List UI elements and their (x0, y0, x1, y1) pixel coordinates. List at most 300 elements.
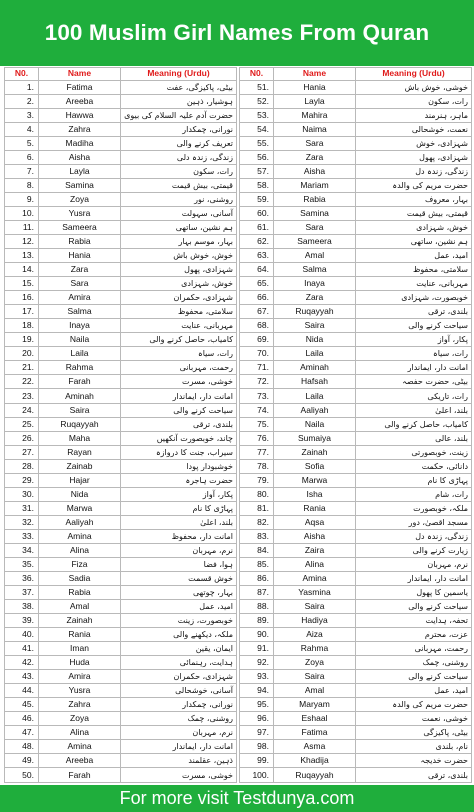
row-meaning: قیمتی، بیش قیمت (356, 207, 472, 221)
row-meaning: چاند، خوبصورت آنکھیں (121, 431, 237, 445)
row-number: 26. (5, 431, 39, 445)
row-meaning: رات، سیاہ (121, 347, 237, 361)
row-name: Alina (274, 557, 356, 571)
table-row (240, 179, 472, 193)
row-meaning: عزت، محترم (356, 628, 472, 642)
row-number: 99. (240, 754, 274, 768)
table-row (240, 122, 472, 136)
row-name: Zahra (39, 122, 121, 136)
header-meaning: Meaning (Urdu) (356, 68, 472, 81)
row-meaning: امید، عمل (121, 599, 237, 613)
row-number: 31. (5, 501, 39, 515)
row-name: Saira (274, 599, 356, 613)
row-meaning: ہم نشین، ساتھی (356, 235, 472, 249)
row-name: Sadia (39, 571, 121, 585)
row-number: 44. (5, 684, 39, 698)
row-name: Ruqayyah (274, 768, 356, 783)
table-row (5, 361, 237, 375)
row-name: Sara (39, 277, 121, 291)
row-number: 22. (5, 375, 39, 389)
row-name: Aisha (39, 150, 121, 164)
row-number: 60. (240, 207, 274, 221)
row-name: Ruqayyah (274, 305, 356, 319)
row-number: 79. (240, 473, 274, 487)
row-meaning: سیاحت کرنے والی (356, 599, 472, 613)
table-row (240, 642, 472, 656)
row-name: Zahra (39, 698, 121, 712)
table-row (5, 431, 237, 445)
row-meaning: بلندی، ترقی (121, 417, 237, 431)
row-number: 11. (5, 221, 39, 235)
row-number: 74. (240, 403, 274, 417)
row-number: 95. (240, 698, 274, 712)
table-row (240, 291, 472, 305)
row-meaning: کامیاب، حاصل کرنے والی (121, 333, 237, 347)
table-row (240, 249, 472, 263)
row-meaning: شہزادی، خوش (356, 136, 472, 150)
row-name: Laila (274, 347, 356, 361)
header-name: Name (39, 68, 121, 81)
table-row (5, 164, 237, 178)
row-name: Mariam (274, 179, 356, 193)
table-row (5, 221, 237, 235)
table-row (5, 263, 237, 277)
row-meaning: سلامتی، محفوظ (356, 263, 472, 277)
row-meaning: خوشبودار پودا (121, 459, 237, 473)
row-number: 41. (5, 642, 39, 656)
row-name: Salma (274, 263, 356, 277)
row-number: 72. (240, 375, 274, 389)
row-meaning: خوش، شہزادی (356, 221, 472, 235)
row-number: 12. (5, 235, 39, 249)
row-name: Laila (274, 389, 356, 403)
row-number: 65. (240, 277, 274, 291)
row-name: Marwa (274, 473, 356, 487)
table-row (240, 557, 472, 571)
row-name: Fiza (39, 557, 121, 571)
table-row (240, 515, 472, 529)
table-row (5, 740, 237, 754)
row-meaning: بہار، معروف (356, 193, 472, 207)
table-row (240, 599, 472, 613)
row-name: Alina (39, 543, 121, 557)
row-number: 67. (240, 305, 274, 319)
table-row (240, 754, 472, 768)
row-number: 86. (240, 571, 274, 585)
row-number: 91. (240, 642, 274, 656)
row-name: Amal (274, 249, 356, 263)
row-meaning: خوش، خوش باش (121, 249, 237, 263)
row-meaning: تحفہ، ہدایت (356, 613, 472, 627)
row-name: Fatima (39, 80, 121, 94)
row-number: 93. (240, 670, 274, 684)
row-name: Zainab (39, 459, 121, 473)
row-name: Aisha (274, 164, 356, 178)
row-name: Amal (274, 684, 356, 698)
row-name: Hania (39, 249, 121, 263)
row-number: 85. (240, 557, 274, 571)
table-header-row (240, 68, 472, 81)
row-name: Laila (39, 347, 121, 361)
row-name: Amira (39, 670, 121, 684)
row-name: Eshaal (274, 712, 356, 726)
table-row (240, 543, 472, 557)
table-body-right (240, 80, 472, 782)
row-meaning: خوشی، نعمت (356, 712, 472, 726)
row-number: 80. (240, 487, 274, 501)
table-row (240, 670, 472, 684)
table-row (5, 150, 237, 164)
row-number: 3. (5, 108, 39, 122)
table-row (5, 684, 237, 698)
row-meaning: ہم نشین، ساتھی (121, 221, 237, 235)
row-number: 53. (240, 108, 274, 122)
row-name: Zoya (39, 193, 121, 207)
row-number: 55. (240, 136, 274, 150)
row-number: 27. (5, 445, 39, 459)
row-meaning: شہزادی، پھول (356, 150, 472, 164)
table-row (5, 571, 237, 585)
row-meaning: سیاحت کرنے والی (121, 403, 237, 417)
row-name: Alina (39, 726, 121, 740)
table-row (5, 80, 237, 94)
row-name: Amina (39, 529, 121, 543)
row-name: Aisha (274, 529, 356, 543)
row-name: Hania (274, 80, 356, 94)
row-number: 28. (5, 459, 39, 473)
row-meaning: ماہر، ہنرمند (356, 108, 472, 122)
row-meaning: شہزادی، پھول (121, 263, 237, 277)
row-name: Inaya (39, 319, 121, 333)
table-row (5, 122, 237, 136)
row-name: Mahira (274, 108, 356, 122)
row-number: 43. (5, 670, 39, 684)
row-meaning: حضرت مریم کی والدہ (356, 179, 472, 193)
row-name: Layla (39, 164, 121, 178)
row-name: Inaya (274, 277, 356, 291)
row-number: 35. (5, 557, 39, 571)
row-number: 32. (5, 515, 39, 529)
row-meaning: مسجد اقصیٰ، دور (356, 515, 472, 529)
table-row (240, 684, 472, 698)
row-name: Zainah (39, 613, 121, 627)
table-row (240, 375, 472, 389)
table-row (5, 670, 237, 684)
row-meaning: مہربانی، عنایت (356, 277, 472, 291)
row-meaning: قیمتی، بیش قیمت (121, 179, 237, 193)
table-row (5, 249, 237, 263)
table-row (240, 459, 472, 473)
row-name: Sara (274, 221, 356, 235)
table-row (240, 613, 472, 627)
row-meaning: نام، بلندی (356, 740, 472, 754)
row-name: Areeba (39, 754, 121, 768)
row-name: Ruqayyah (39, 417, 121, 431)
row-name: Samina (39, 179, 121, 193)
row-number: 50. (5, 768, 39, 783)
row-name: Saira (274, 670, 356, 684)
row-meaning: روشنی، چمک (356, 656, 472, 670)
row-meaning: حضرت آدم علیہ السلام کی بیوی (121, 108, 237, 122)
row-name: Zara (274, 291, 356, 305)
row-name: Sameera (39, 221, 121, 235)
row-meaning: خوبصورت، زینت (121, 613, 237, 627)
row-number: 76. (240, 431, 274, 445)
table-row (5, 557, 237, 571)
table-row (240, 501, 472, 515)
row-meaning: نورانی، چمکدار (121, 122, 237, 136)
row-meaning: رات، سکون (121, 164, 237, 178)
row-number: 14. (5, 263, 39, 277)
row-number: 45. (5, 698, 39, 712)
row-number: 90. (240, 628, 274, 642)
row-name: Rania (274, 501, 356, 515)
names-table-left (4, 67, 237, 783)
table-row (5, 305, 237, 319)
row-meaning: خوش، شہزادی (121, 277, 237, 291)
row-name: Hafsah (274, 375, 356, 389)
row-number: 49. (5, 754, 39, 768)
row-name: Zara (39, 263, 121, 277)
row-number: 77. (240, 445, 274, 459)
table-row (5, 136, 237, 150)
row-number: 64. (240, 263, 274, 277)
row-name: Huda (39, 656, 121, 670)
table-row (5, 599, 237, 613)
row-number: 16. (5, 291, 39, 305)
row-number: 34. (5, 543, 39, 557)
header-meaning: Meaning (Urdu) (121, 68, 237, 81)
row-name: Saira (39, 403, 121, 417)
row-name: Aiza (274, 628, 356, 642)
table-row (5, 108, 237, 122)
row-number: 10. (5, 207, 39, 221)
row-meaning: امید، عمل (356, 249, 472, 263)
row-meaning: زندگی، زندہ دل (356, 164, 472, 178)
row-number: 46. (5, 712, 39, 726)
row-number: 89. (240, 613, 274, 627)
row-meaning: خوشی، مسرت (121, 768, 237, 783)
row-name: Zainah (274, 445, 356, 459)
table-row (5, 613, 237, 627)
row-name: Rabia (39, 585, 121, 599)
row-number: 6. (5, 150, 39, 164)
row-number: 63. (240, 249, 274, 263)
row-name: Zoya (39, 712, 121, 726)
row-number: 56. (240, 150, 274, 164)
row-number: 58. (240, 179, 274, 193)
table-row (5, 375, 237, 389)
row-number: 98. (240, 740, 274, 754)
row-name: Hadiya (274, 613, 356, 627)
table-row (240, 571, 472, 585)
row-name: Aqsa (274, 515, 356, 529)
row-meaning: زندگی، زندہ دلی (121, 150, 237, 164)
row-name: Rahma (274, 642, 356, 656)
row-meaning: بلند، اعلیٰ (121, 515, 237, 529)
row-name: Sara (274, 136, 356, 150)
row-meaning: سیاحت کرنے والی (356, 319, 472, 333)
row-number: 2. (5, 94, 39, 108)
names-table-right (239, 67, 472, 783)
table-row (240, 277, 472, 291)
row-number: 24. (5, 403, 39, 417)
row-name: Hajar (39, 473, 121, 487)
table-header-row (5, 68, 237, 81)
table-row (5, 179, 237, 193)
row-number: 25. (5, 417, 39, 431)
row-name: Zaira (274, 543, 356, 557)
row-number: 7. (5, 164, 39, 178)
table-row (5, 94, 237, 108)
row-number: 19. (5, 333, 39, 347)
row-meaning: ملکہ، دیکھنے والی (121, 628, 237, 642)
row-name: Amina (274, 571, 356, 585)
row-name: Amira (39, 291, 121, 305)
row-meaning: بلندی، ترقی (356, 305, 472, 319)
table-row (240, 487, 472, 501)
row-number: 9. (5, 193, 39, 207)
row-meaning: پہاڑی کا نام (121, 501, 237, 515)
row-number: 47. (5, 726, 39, 740)
table-row (240, 698, 472, 712)
row-name: Nida (274, 333, 356, 347)
row-number: 54. (240, 122, 274, 136)
row-meaning: بیٹی، حضرت حفصہ (356, 375, 472, 389)
row-name: Naila (39, 333, 121, 347)
table-row (240, 207, 472, 221)
row-name: Rabia (39, 235, 121, 249)
row-number: 75. (240, 417, 274, 431)
row-meaning: ذہین، عقلمند (121, 754, 237, 768)
row-meaning: زیارت کرنے والی (356, 543, 472, 557)
row-meaning: خوشی، مسرت (121, 375, 237, 389)
row-meaning: شہزادی، حکمران (121, 670, 237, 684)
row-name: Rabia (274, 193, 356, 207)
table-row (240, 403, 472, 417)
row-number: 71. (240, 361, 274, 375)
row-number: 78. (240, 459, 274, 473)
row-name: Sofia (274, 459, 356, 473)
row-name: Zoya (274, 656, 356, 670)
row-number: 29. (5, 473, 39, 487)
row-meaning: نرم، مہربان (356, 557, 472, 571)
row-name: Saira (274, 319, 356, 333)
table-row (5, 487, 237, 501)
table-row (240, 389, 472, 403)
row-number: 1. (5, 80, 39, 94)
row-meaning: حضرت ہاجرہ (121, 473, 237, 487)
row-meaning: ہوا، فضا (121, 557, 237, 571)
row-name: Khadija (274, 754, 356, 768)
table-body-left (5, 80, 237, 782)
row-meaning: امید، عمل (356, 684, 472, 698)
row-meaning: زندگی، زندہ دل (356, 529, 472, 543)
row-meaning: بیٹی، پاکیزگی (356, 726, 472, 740)
row-meaning: آسانی، خوشحالی (121, 684, 237, 698)
table-row (240, 263, 472, 277)
row-number: 57. (240, 164, 274, 178)
header-number: N0. (5, 68, 39, 81)
row-number: 51. (240, 80, 274, 94)
row-meaning: امانت دار، ایماندار (121, 740, 237, 754)
table-row (5, 389, 237, 403)
table-row (240, 726, 472, 740)
row-number: 100. (240, 768, 274, 783)
row-number: 81. (240, 501, 274, 515)
table-row (5, 726, 237, 740)
row-number: 62. (240, 235, 274, 249)
table-row (240, 628, 472, 642)
row-meaning: شہزادی، حکمران (121, 291, 237, 305)
row-name: Isha (274, 487, 356, 501)
row-meaning: نرم، مہربان (121, 543, 237, 557)
table-row (240, 445, 472, 459)
row-number: 15. (5, 277, 39, 291)
page-title: 100 Muslim Girl Names From Quran (0, 0, 474, 66)
row-meaning: پہاڑی کا نام (356, 473, 472, 487)
row-number: 23. (5, 389, 39, 403)
row-meaning: خوش قسمت (121, 571, 237, 585)
table-row (240, 712, 472, 726)
row-name: Rahma (39, 361, 121, 375)
table-row (240, 585, 472, 599)
table-row (5, 193, 237, 207)
table-row (5, 445, 237, 459)
table-row (5, 319, 237, 333)
row-meaning: رات، سیاہ (356, 347, 472, 361)
row-name: Layla (274, 94, 356, 108)
table-row (5, 529, 237, 543)
row-meaning: ملکہ، خوبصورت (356, 501, 472, 515)
row-meaning: بلند، عالی (356, 431, 472, 445)
row-name: Areeba (39, 94, 121, 108)
row-meaning: بہار، موسم بہار (121, 235, 237, 249)
row-name: Maryam (274, 698, 356, 712)
header-name: Name (274, 68, 356, 81)
row-meaning: ایمان، یقین (121, 642, 237, 656)
table-row (240, 740, 472, 754)
row-meaning: مہربانی، عنایت (121, 319, 237, 333)
row-number: 66. (240, 291, 274, 305)
row-number: 4. (5, 122, 39, 136)
row-name: Aaliyah (274, 403, 356, 417)
row-name: Nida (39, 487, 121, 501)
table-row (240, 347, 472, 361)
table-row (5, 768, 237, 783)
table-row (5, 347, 237, 361)
header-number: N0. (240, 68, 274, 81)
row-meaning: روشنی، چمک (121, 712, 237, 726)
row-number: 92. (240, 656, 274, 670)
row-name: Aminah (39, 389, 121, 403)
row-meaning: رحمت، مہربانی (356, 642, 472, 656)
row-number: 59. (240, 193, 274, 207)
table-row (240, 150, 472, 164)
row-name: Farah (39, 768, 121, 783)
table-row (240, 136, 472, 150)
table-row (240, 656, 472, 670)
row-number: 96. (240, 712, 274, 726)
row-meaning: امانت دار، ایماندار (121, 389, 237, 403)
row-number: 69. (240, 333, 274, 347)
row-number: 52. (240, 94, 274, 108)
row-name: Fatima (274, 726, 356, 740)
row-number: 48. (5, 740, 39, 754)
table-row (5, 501, 237, 515)
row-meaning: نرم، مہربان (121, 726, 237, 740)
row-meaning: دانائی، حکمت (356, 459, 472, 473)
